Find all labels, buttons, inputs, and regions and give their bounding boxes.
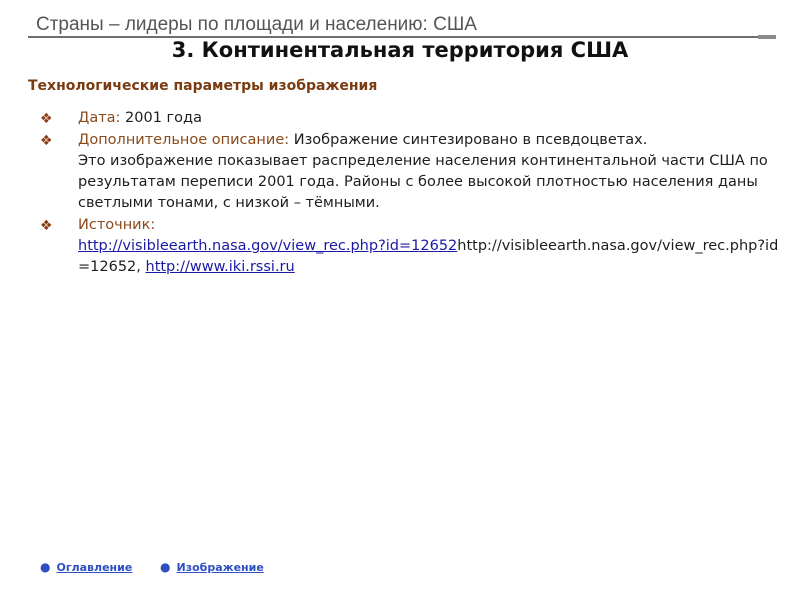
source-text xyxy=(78,238,778,275)
date-label: Дата: xyxy=(78,110,121,126)
source-plain-url: http://visibleearth.nasa.gov/view_rec.php?id=12652, xyxy=(78,238,779,275)
description-label: Дополнительное описание: xyxy=(78,132,290,148)
bullet-dot-icon: ● xyxy=(40,560,51,574)
bullet-dot-icon: ● xyxy=(160,560,171,574)
list-item-date xyxy=(40,108,780,129)
source-link-iki[interactable]: http://www.iki.rssi.ru xyxy=(145,259,295,275)
list-item-description xyxy=(40,130,780,214)
contents-link[interactable]: Оглавление xyxy=(56,561,133,574)
description-value: Изображение синтезировано в псевдоцветах. xyxy=(289,132,648,148)
diamond-bullet-icon: ❖ xyxy=(40,111,53,127)
list-item-source xyxy=(40,215,780,278)
footer-item-contents xyxy=(40,560,132,574)
parameters-list xyxy=(40,108,780,279)
diamond-bullet-icon: ❖ xyxy=(40,218,53,234)
section-title: Страны – лидеры по площади и населению: США xyxy=(36,14,477,35)
diamond-bullet-icon: ❖ xyxy=(40,133,53,149)
source-label: Источник: xyxy=(78,217,156,233)
date-value: 2001 года xyxy=(120,110,202,126)
page-title: 3. Континентальная территория США xyxy=(171,38,629,62)
description-body: Это изображение показывает распределение населения континентальной части США по результатам переписи 2001 года. Районы с более высокой плотностью населения даны светлыми тонами, с низкой – тёмными. xyxy=(78,153,768,211)
image-link[interactable]: Изображение xyxy=(176,561,264,574)
footer-item-image xyxy=(160,560,264,574)
page-subtitle: Технологические параметры изображения xyxy=(28,78,378,94)
source-link-nasa[interactable]: http://visibleearth.nasa.gov/view_rec.php?id=12652 xyxy=(78,238,458,254)
